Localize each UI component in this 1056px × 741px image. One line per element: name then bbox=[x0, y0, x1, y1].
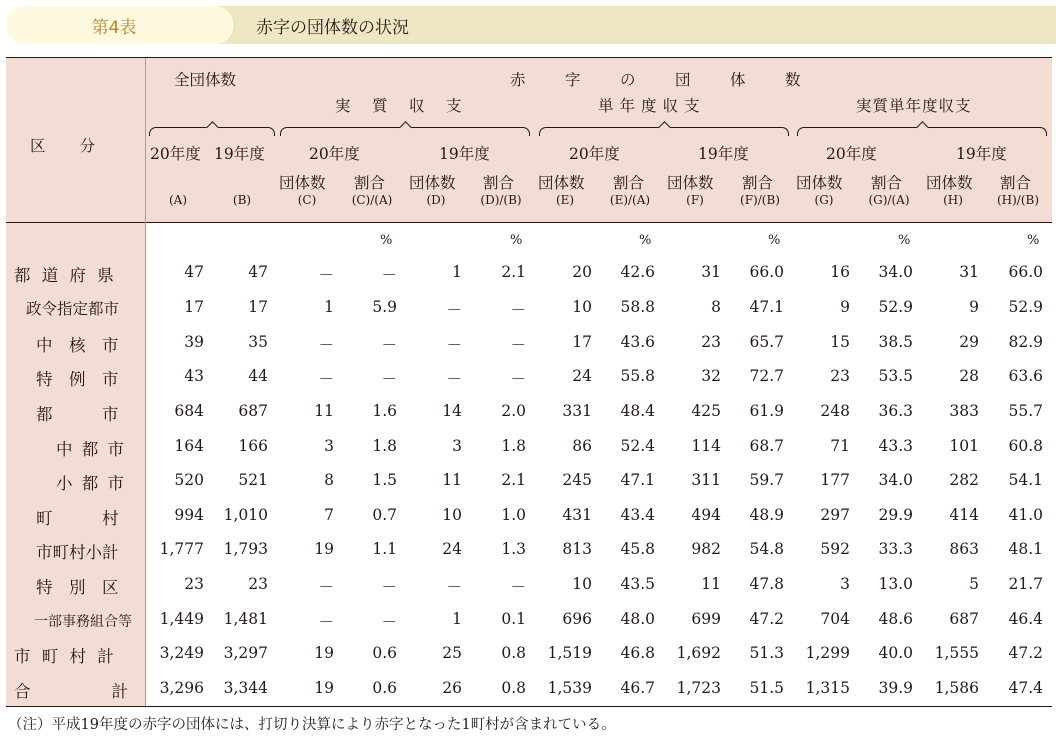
table-cell: 47.4 bbox=[1008, 679, 1043, 697]
table-cell: 19 bbox=[314, 679, 334, 697]
ratio-c: 割合 bbox=[354, 174, 386, 192]
table-cell: 1,777 bbox=[159, 540, 204, 558]
table-cell: 44 bbox=[248, 367, 268, 385]
table-cell: 33.3 bbox=[878, 540, 913, 558]
table-cell: 48.0 bbox=[620, 610, 655, 628]
row-label: 都 道 府 県 bbox=[14, 266, 117, 285]
table-cell: 3 bbox=[840, 575, 850, 593]
table-cell: 52.4 bbox=[620, 437, 655, 455]
table-cell: 34.0 bbox=[878, 471, 913, 489]
table-cell: 1,723 bbox=[676, 679, 721, 697]
row-label: 都 市 bbox=[36, 405, 119, 424]
table-row bbox=[6, 533, 1052, 567]
pct-marker-h: % bbox=[1027, 233, 1040, 248]
table-cell: 47.2 bbox=[749, 610, 784, 628]
table-title: 赤字の団体数の状況 bbox=[256, 18, 409, 38]
brace-real-single-year bbox=[797, 127, 1047, 136]
table-cell: 1.5 bbox=[372, 471, 397, 489]
table-cell: 11 bbox=[442, 471, 462, 489]
table-cell: 35 bbox=[248, 333, 268, 351]
table-cell: 16 bbox=[830, 263, 850, 281]
table-cell: － bbox=[446, 370, 462, 388]
table-cell: 21.7 bbox=[1008, 575, 1043, 593]
year-19-b: 19年度 bbox=[214, 145, 265, 163]
table-cell: 61.9 bbox=[749, 402, 784, 420]
table-cell: 1 bbox=[452, 263, 462, 281]
column-code: (E) bbox=[555, 193, 575, 207]
table-cell: 282 bbox=[949, 471, 979, 489]
table-cell: 13.0 bbox=[878, 575, 913, 593]
column-code: (C)/(A) bbox=[351, 193, 393, 207]
table-cell: 65.7 bbox=[749, 333, 784, 351]
table-row bbox=[6, 637, 1052, 671]
table-cell: 32 bbox=[701, 367, 721, 385]
table-cell: － bbox=[446, 578, 462, 596]
table-cell: 3,297 bbox=[223, 644, 268, 662]
row-label: 一部事務組合等 bbox=[34, 614, 132, 630]
table-cell: 0.7 bbox=[372, 506, 397, 524]
table-cell: － bbox=[318, 266, 334, 284]
table-cell: 0.6 bbox=[372, 644, 397, 662]
table-cell: 2.1 bbox=[501, 263, 526, 281]
table-cell: 3,249 bbox=[159, 644, 204, 662]
column-code: (A) bbox=[168, 193, 188, 207]
table-row bbox=[6, 672, 1052, 706]
table-cell: 40.0 bbox=[878, 644, 913, 662]
table-cell: 23 bbox=[248, 575, 268, 593]
table-cell: 101 bbox=[949, 437, 979, 455]
table-cell: 46.7 bbox=[620, 679, 655, 697]
table-cell: 813 bbox=[562, 540, 592, 558]
table-cell: 5.9 bbox=[372, 298, 397, 316]
table-cell: 11 bbox=[701, 575, 721, 593]
table-cell: 46.8 bbox=[620, 644, 655, 662]
table-cell: 1 bbox=[452, 610, 462, 628]
table-cell: 1,555 bbox=[934, 644, 979, 662]
brace-all-count bbox=[149, 127, 275, 136]
table-cell: 41.0 bbox=[1008, 506, 1043, 524]
table-cell: 48.4 bbox=[620, 402, 655, 420]
table-cell: 29.9 bbox=[878, 506, 913, 524]
table-cell: 383 bbox=[949, 402, 979, 420]
table-cell: 425 bbox=[691, 402, 721, 420]
table-cell: 0.8 bbox=[501, 679, 526, 697]
table-cell: 3,344 bbox=[223, 679, 268, 697]
table-cell: 43.5 bbox=[620, 575, 655, 593]
row-label: 特 例 市 bbox=[36, 370, 119, 389]
table-row bbox=[6, 430, 1052, 464]
column-code: (G)/(A) bbox=[868, 193, 910, 207]
table-cell: 297 bbox=[820, 506, 850, 524]
table-cell: 414 bbox=[949, 506, 979, 524]
table-cell: 3,296 bbox=[159, 679, 204, 697]
row-label: 小 都 市 bbox=[56, 474, 126, 493]
table-cell: 43.3 bbox=[878, 437, 913, 455]
table-cell: 47.8 bbox=[749, 575, 784, 593]
table-cell: 43.6 bbox=[620, 333, 655, 351]
table-cell: 58.8 bbox=[620, 298, 655, 316]
table-cell: － bbox=[318, 578, 334, 596]
table-cell: 1,449 bbox=[159, 610, 204, 628]
table-cell: 8 bbox=[324, 471, 334, 489]
table-cell: 1,010 bbox=[223, 506, 268, 524]
table-cell: 9 bbox=[969, 298, 979, 316]
table-cell: 48.1 bbox=[1008, 540, 1043, 558]
table-number-badge bbox=[6, 6, 235, 44]
table-row bbox=[6, 291, 1052, 325]
table-cell: 47.1 bbox=[749, 298, 784, 316]
table-cell: 36.3 bbox=[878, 402, 913, 420]
table-row bbox=[6, 395, 1052, 429]
table-cell: 1.0 bbox=[501, 506, 526, 524]
count-g: 団体数 bbox=[796, 174, 843, 192]
table-cell: 687 bbox=[949, 610, 979, 628]
table-cell: 48.6 bbox=[878, 610, 913, 628]
header-single-year: 単年度収支 bbox=[598, 97, 706, 115]
table-cell: 7 bbox=[324, 506, 334, 524]
table-number: 第4表 bbox=[91, 18, 137, 38]
table-cell: 994 bbox=[174, 506, 204, 524]
table-cell: 3 bbox=[324, 437, 334, 455]
table-cell: 1,481 bbox=[223, 610, 268, 628]
column-code: (H)/(B) bbox=[996, 193, 1040, 207]
table-cell: 494 bbox=[691, 506, 721, 524]
table-cell: 26 bbox=[442, 679, 462, 697]
table-cell: 48.9 bbox=[749, 506, 784, 524]
year-19-single: 19年度 bbox=[698, 145, 749, 163]
table-cell: 54.8 bbox=[749, 540, 784, 558]
table-cell: 696 bbox=[562, 610, 592, 628]
table-cell: 1.8 bbox=[501, 437, 526, 455]
table-cell: 1 bbox=[324, 298, 334, 316]
table-cell: 51.5 bbox=[749, 679, 784, 697]
ratio-d: 割合 bbox=[483, 174, 515, 192]
table-cell: 51.3 bbox=[749, 644, 784, 662]
table-cell: 46.4 bbox=[1008, 610, 1043, 628]
table-cell: － bbox=[510, 578, 526, 596]
table-cell: 63.6 bbox=[1008, 367, 1043, 385]
year-20-realsingle: 20年度 bbox=[826, 145, 877, 163]
title-bar bbox=[0, 0, 1056, 50]
table-cell: 9 bbox=[840, 298, 850, 316]
table-cell: 331 bbox=[562, 402, 592, 420]
column-code: (F) bbox=[686, 193, 704, 207]
table-cell: 2.1 bbox=[501, 471, 526, 489]
table-cell: － bbox=[510, 301, 526, 319]
column-code: (F)/(B) bbox=[740, 193, 780, 207]
header-real-single-year: 実質単年度収支 bbox=[856, 97, 972, 115]
table-cell: 0.1 bbox=[501, 610, 526, 628]
year-19-realsingle: 19年度 bbox=[956, 145, 1007, 163]
pct-marker-g: % bbox=[898, 233, 911, 248]
ratio-h: 割合 bbox=[1000, 174, 1032, 192]
table-cell: 55.7 bbox=[1008, 402, 1043, 420]
header-category: 区 分 bbox=[30, 137, 97, 155]
table-row bbox=[6, 360, 1052, 394]
table-cell: 86 bbox=[572, 437, 592, 455]
table-cell: 39.9 bbox=[878, 679, 913, 697]
pct-marker-c: % bbox=[380, 233, 393, 248]
header-real-balance: 実 質 収 支 bbox=[335, 97, 465, 115]
table-cell: 82.9 bbox=[1008, 333, 1043, 351]
row-label: 中 都 市 bbox=[56, 440, 126, 459]
ratio-f: 割合 bbox=[742, 174, 774, 192]
table-cell: 5 bbox=[969, 575, 979, 593]
column-code: (D)/(B) bbox=[480, 193, 522, 207]
table-cell: 23 bbox=[830, 367, 850, 385]
row-label: 市町村小計 bbox=[36, 543, 119, 562]
header-deficit-count: 赤 字 の 団 体 数 bbox=[510, 71, 813, 89]
column-code: (B) bbox=[232, 193, 252, 207]
table-cell: 72.7 bbox=[749, 367, 784, 385]
table-cell: 29 bbox=[959, 333, 979, 351]
ratio-e: 割合 bbox=[613, 174, 645, 192]
year-20-a: 20年度 bbox=[150, 145, 201, 163]
table-cell: 248 bbox=[820, 402, 850, 420]
table-cell: － bbox=[510, 336, 526, 354]
footnote: （注）平成19年度の赤字の団体には、打切り決算により赤字となった1町村が含まれている。 bbox=[8, 717, 616, 733]
table-cell: 24 bbox=[572, 367, 592, 385]
table-cell: － bbox=[318, 370, 334, 388]
column-code: (C) bbox=[297, 193, 317, 207]
table-cell: 166 bbox=[238, 437, 268, 455]
table-cell: － bbox=[381, 266, 397, 284]
table-cell: 24 bbox=[442, 540, 462, 558]
year-20-real: 20年度 bbox=[309, 145, 360, 163]
table-cell: 68.7 bbox=[749, 437, 784, 455]
table-cell: 25 bbox=[442, 644, 462, 662]
table-cell: 177 bbox=[820, 471, 850, 489]
table-cell: 1,315 bbox=[805, 679, 850, 697]
table-cell: 66.0 bbox=[749, 263, 784, 281]
table-cell: － bbox=[446, 301, 462, 319]
table-cell: 43 bbox=[184, 367, 204, 385]
table-cell: 14 bbox=[442, 402, 462, 420]
table-cell: 684 bbox=[174, 402, 204, 420]
table-cell: 10 bbox=[442, 506, 462, 524]
column-code: (G) bbox=[814, 193, 834, 207]
table-cell: 1,539 bbox=[547, 679, 592, 697]
table-cell: 34.0 bbox=[878, 263, 913, 281]
table-cell: 47 bbox=[248, 263, 268, 281]
table-cell: － bbox=[318, 336, 334, 354]
table-cell: 20 bbox=[572, 263, 592, 281]
column-code: (E)/(A) bbox=[609, 193, 651, 207]
row-label: 政令指定都市 bbox=[26, 300, 120, 318]
table-row bbox=[6, 568, 1052, 602]
table-cell: － bbox=[318, 613, 334, 631]
count-e: 団体数 bbox=[538, 174, 585, 192]
table-cell: 45.8 bbox=[620, 540, 655, 558]
table-cell: 1.3 bbox=[501, 540, 526, 558]
count-d: 団体数 bbox=[409, 174, 456, 192]
table-cell: 39 bbox=[184, 333, 204, 351]
table-cell: 42.6 bbox=[620, 263, 655, 281]
row-label: 特 別 区 bbox=[36, 578, 119, 597]
table-cell: 592 bbox=[820, 540, 850, 558]
ratio-g: 割合 bbox=[871, 174, 903, 192]
table-cell: 17 bbox=[248, 298, 268, 316]
brace-single-year bbox=[539, 127, 789, 136]
table-row bbox=[6, 603, 1052, 637]
table-cell: 31 bbox=[701, 263, 721, 281]
column-code: (H) bbox=[943, 193, 963, 207]
table-cell: 59.7 bbox=[749, 471, 784, 489]
deficit-table bbox=[6, 57, 1052, 707]
table-cell: 1.8 bbox=[372, 437, 397, 455]
table-cell: 431 bbox=[562, 506, 592, 524]
table-cell: 1,793 bbox=[223, 540, 268, 558]
table-cell: 699 bbox=[691, 610, 721, 628]
pct-marker-d: % bbox=[510, 233, 523, 248]
table-cell: 11 bbox=[314, 402, 334, 420]
table-cell: 114 bbox=[691, 437, 721, 455]
pct-marker-f: % bbox=[768, 233, 781, 248]
table-cell: 1,692 bbox=[676, 644, 721, 662]
column-code: (D) bbox=[426, 193, 446, 207]
table-cell: 52.9 bbox=[878, 298, 913, 316]
table-cell: 863 bbox=[949, 540, 979, 558]
table-cell: 23 bbox=[184, 575, 204, 593]
table-cell: － bbox=[446, 336, 462, 354]
table-row bbox=[6, 326, 1052, 360]
table-cell: 2.0 bbox=[501, 402, 526, 420]
table-cell: － bbox=[510, 370, 526, 388]
table-cell: 0.8 bbox=[501, 644, 526, 662]
table-cell: 521 bbox=[238, 471, 268, 489]
table-cell: 60.8 bbox=[1008, 437, 1043, 455]
table-cell: 54.1 bbox=[1008, 471, 1043, 489]
table-cell: 704 bbox=[820, 610, 850, 628]
year-19-real: 19年度 bbox=[439, 145, 490, 163]
table-cell: 47.1 bbox=[620, 471, 655, 489]
count-h: 団体数 bbox=[926, 174, 973, 192]
year-20-single: 20年度 bbox=[569, 145, 620, 163]
pct-marker-e: % bbox=[639, 233, 652, 248]
table-cell: 1.1 bbox=[372, 540, 397, 558]
table-row bbox=[6, 499, 1052, 533]
table-cell: 311 bbox=[691, 471, 721, 489]
table-cell: 1,586 bbox=[934, 679, 979, 697]
row-label: 市 町 村 計 bbox=[14, 647, 117, 666]
table-cell: 55.8 bbox=[620, 367, 655, 385]
table-row bbox=[6, 256, 1052, 290]
table-cell: 23 bbox=[701, 333, 721, 351]
table-cell: － bbox=[381, 336, 397, 354]
row-label: 町 村 bbox=[36, 509, 119, 528]
row-label: 合 計 bbox=[14, 682, 131, 701]
table-cell: 0.6 bbox=[372, 679, 397, 697]
header-all-count: 全団体数 bbox=[174, 71, 237, 89]
table-cell: 66.0 bbox=[1008, 263, 1043, 281]
table-cell: 19 bbox=[314, 540, 334, 558]
table-cell: 245 bbox=[562, 471, 592, 489]
table-cell: － bbox=[381, 613, 397, 631]
row-label: 中 核 市 bbox=[36, 336, 119, 355]
table-cell: 1,519 bbox=[547, 644, 592, 662]
table-cell: 43.4 bbox=[620, 506, 655, 524]
table-cell: － bbox=[381, 370, 397, 388]
table-cell: 520 bbox=[174, 471, 204, 489]
table-cell: 982 bbox=[691, 540, 721, 558]
table-cell: － bbox=[381, 578, 397, 596]
table-cell: 687 bbox=[238, 402, 268, 420]
table-cell: 31 bbox=[959, 263, 979, 281]
table-cell: 8 bbox=[711, 298, 721, 316]
table-cell: 52.9 bbox=[1008, 298, 1043, 316]
table-cell: 1.6 bbox=[372, 402, 397, 420]
table-cell: 47 bbox=[184, 263, 204, 281]
table-cell: 17 bbox=[572, 333, 592, 351]
table-cell: 164 bbox=[174, 437, 204, 455]
count-c: 団体数 bbox=[279, 174, 326, 192]
table-cell: 71 bbox=[830, 437, 850, 455]
table-cell: 15 bbox=[830, 333, 850, 351]
table-cell: 53.5 bbox=[878, 367, 913, 385]
brace-real-balance bbox=[280, 127, 530, 136]
table-cell: 28 bbox=[959, 367, 979, 385]
table-cell: 3 bbox=[452, 437, 462, 455]
table-cell: 1,299 bbox=[805, 644, 850, 662]
table-row bbox=[6, 464, 1052, 498]
table-cell: 47.2 bbox=[1008, 644, 1043, 662]
table-cell: 10 bbox=[572, 298, 592, 316]
table-cell: 10 bbox=[572, 575, 592, 593]
table-cell: 19 bbox=[314, 644, 334, 662]
table-cell: 38.5 bbox=[878, 333, 913, 351]
count-f: 団体数 bbox=[667, 174, 714, 192]
table-cell: 17 bbox=[184, 298, 204, 316]
